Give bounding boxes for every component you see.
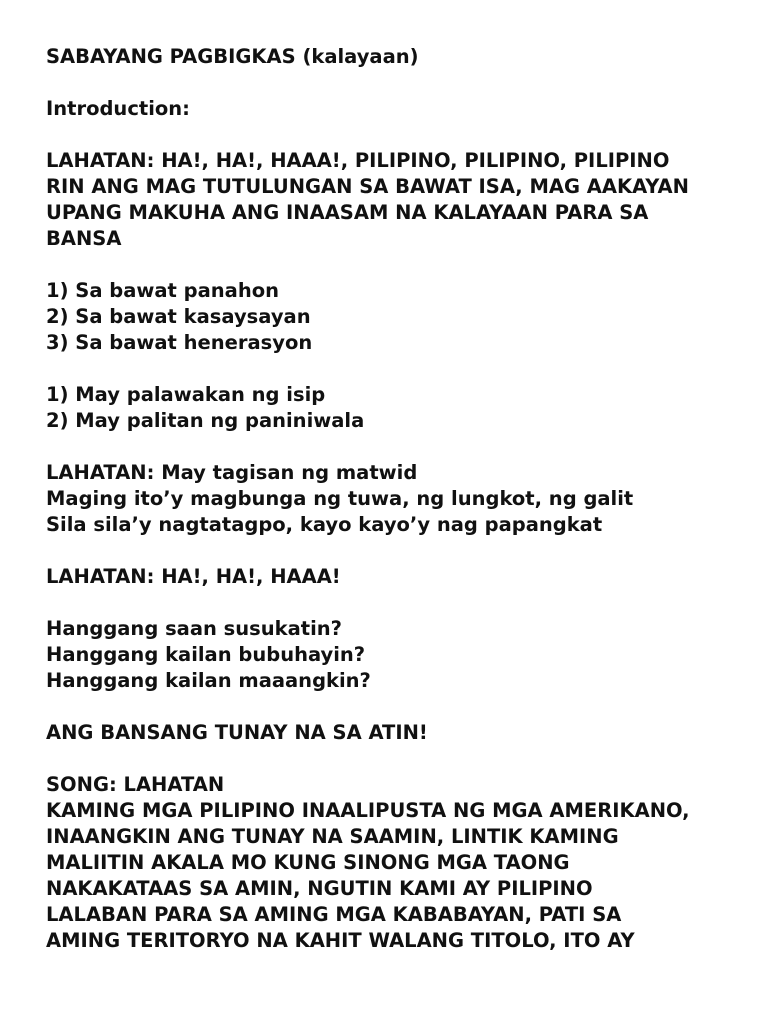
verse-line: INAANGKIN ANG TUNAY NA SAAMIN, LINTIK KAMING bbox=[46, 825, 619, 848]
verse-block bbox=[46, 460, 746, 538]
verse-block bbox=[46, 720, 746, 746]
verse-line: 2) Sa bawat kasaysayan bbox=[46, 305, 311, 328]
verse-line: LAHATAN: May tagisan ng matwid bbox=[46, 461, 418, 484]
verse-line: KAMING MGA PILIPINO INAALIPUSTA NG MGA AMERIKANO, bbox=[46, 799, 690, 822]
verse-line: UPANG MAKUHA ANG INAASAM NA KALAYAAN PARA SA bbox=[46, 201, 649, 224]
verse-line: 1) May palawakan ng isip bbox=[46, 383, 326, 406]
verse-line: BANSA bbox=[46, 227, 122, 250]
verse-block bbox=[46, 772, 746, 954]
verse-line: RIN ANG MAG TUTULUNGAN SA BAWAT ISA, MAG AAKAYAN bbox=[46, 175, 689, 198]
verse-block bbox=[46, 278, 746, 356]
verse-line: Hanggang kailan maaangkin? bbox=[46, 669, 371, 692]
verse-line: 3) Sa bawat henerasyon bbox=[46, 331, 313, 354]
verse-block bbox=[46, 382, 746, 434]
verse-blocks bbox=[46, 148, 746, 954]
verse-line: ANG BANSANG TUNAY NA SA ATIN! bbox=[46, 721, 428, 744]
verse-line: SONG: LAHATAN bbox=[46, 773, 225, 796]
verse-line: Hanggang saan susukatin? bbox=[46, 617, 342, 640]
verse-line: Sila sila’y nagtatagpo, kayo kayo’y nag papangkat bbox=[46, 513, 603, 536]
intro-block bbox=[46, 96, 746, 122]
intro-heading: Introduction: bbox=[46, 97, 190, 120]
document-page bbox=[46, 44, 746, 980]
verse-line: LAHATAN: HA!, HA!, HAAA! bbox=[46, 565, 341, 588]
title-block bbox=[46, 44, 746, 70]
verse-block bbox=[46, 616, 746, 694]
document-title: SABAYANG PAGBIGKAS (kalayaan) bbox=[46, 45, 419, 68]
verse-block bbox=[46, 564, 746, 590]
verse-line: LAHATAN: HA!, HA!, HAAA!, PILIPINO, PILIPINO, PILIPINO bbox=[46, 149, 670, 172]
verse-line: Maging ito’y magbunga ng tuwa, ng lungkot, ng galit bbox=[46, 487, 634, 510]
verse-line: 1) Sa bawat panahon bbox=[46, 279, 279, 302]
verse-line: NAKAKATAAS SA AMIN, NGUTIN KAMI AY PILIPINO bbox=[46, 877, 593, 900]
verse-line: Hanggang kailan bubuhayin? bbox=[46, 643, 366, 666]
verse-block bbox=[46, 148, 746, 252]
verse-line: MALIITIN AKALA MO KUNG SINONG MGA TAONG bbox=[46, 851, 570, 874]
verse-line: 2) May palitan ng paniniwala bbox=[46, 409, 365, 432]
verse-line: AMING TERITORYO NA KAHIT WALANG TITOLO, ITO AY bbox=[46, 929, 635, 952]
verse-line: LALABAN PARA SA AMING MGA KABABAYAN, PATI SA bbox=[46, 903, 622, 926]
